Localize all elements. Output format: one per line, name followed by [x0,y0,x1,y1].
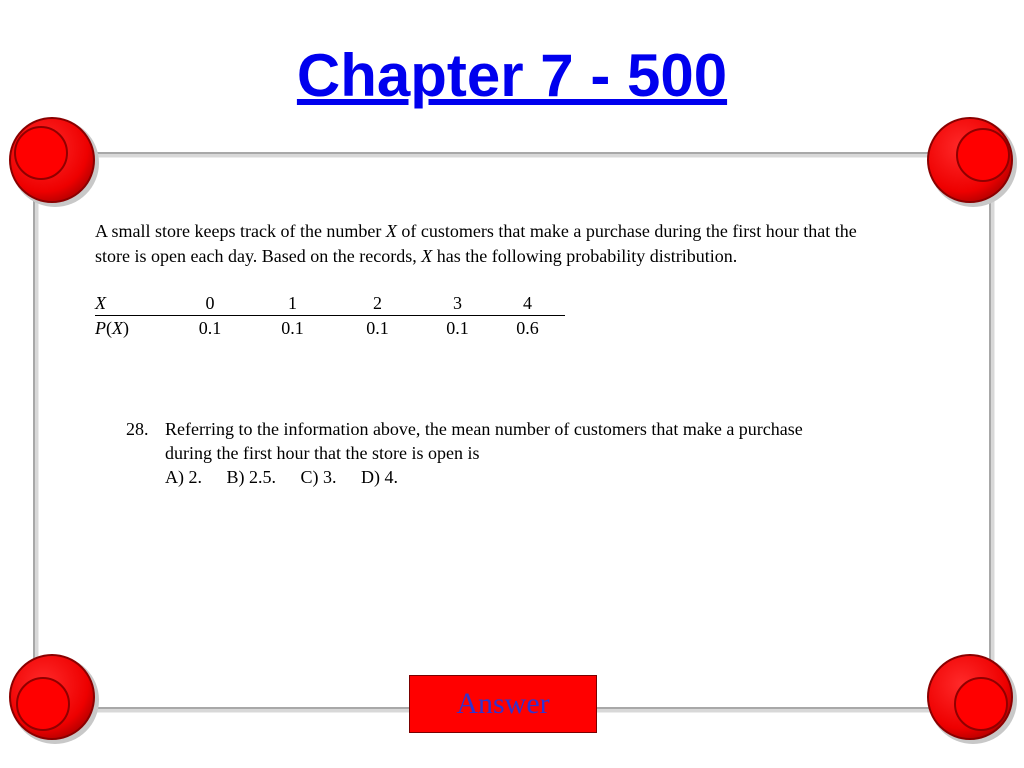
table-row-x [95,291,565,316]
problem-intro: A small store keeps track of the number X of customers that make a purchase during the first hour that the store is open each day. Based on the records, X has the following probability distribution. [95,221,857,266]
x-value: 0 [205,293,215,313]
corner-ball-bottom-left [10,655,99,744]
p-value: 0.1 [281,318,304,338]
row-label-px: P(X) [95,318,129,338]
choice-d: D) 4. [361,467,398,487]
answer-choices [165,465,926,489]
question-text-line-1: Referring to the information above, the mean number of customers that make a purchase [165,419,803,439]
probability-distribution-table [95,291,565,340]
problem-content [95,219,915,487]
p-value: 0.6 [516,318,539,338]
question-28 [126,417,926,489]
p-value: 0.1 [198,318,222,338]
x-value: 4 [523,293,532,313]
x-value: 3 [453,293,462,313]
corner-ball-top-right [928,118,1017,207]
choice-c: C) 3. [300,467,337,487]
corner-ball-bottom-right [928,655,1017,744]
answer-button[interactable]: Answer [409,675,597,733]
row-label-x: X [95,293,106,313]
x-value: 1 [288,293,297,313]
p-value: 0.1 [446,318,469,338]
x-value: 2 [373,293,382,313]
choice-b: B) 2.5. [226,467,276,487]
question-number: 28. [126,419,149,439]
choice-a: A) 2. [165,467,202,487]
question-text-line-2: during the first hour that the store is open is [165,443,480,463]
slide-title-link[interactable]: Chapter 7 - 500 [296,42,728,109]
table-row-px [95,316,565,340]
corner-ball-top-left [10,118,99,207]
p-value: 0.1 [366,318,389,338]
